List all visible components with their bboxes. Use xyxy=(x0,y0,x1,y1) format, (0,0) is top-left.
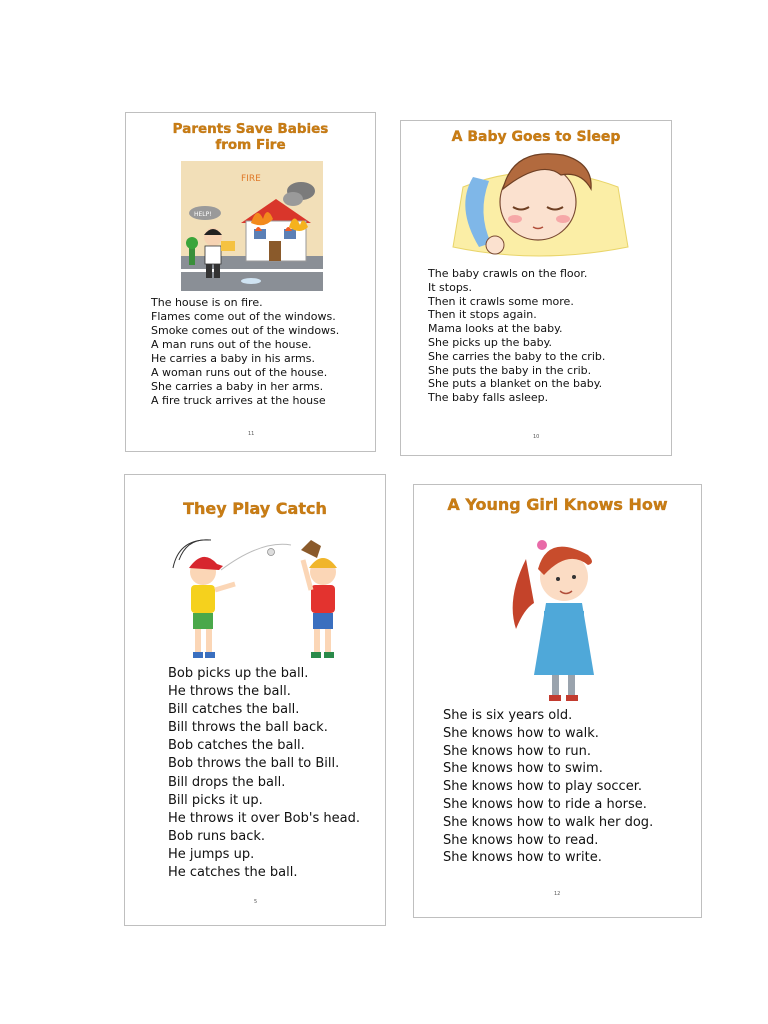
title-line: A Baby Goes to Sleep xyxy=(451,129,621,145)
story-line: Flames come out of the windows. xyxy=(151,310,336,323)
title-line: They Play Catch xyxy=(183,499,327,518)
story-line: Bob runs back. xyxy=(168,828,266,844)
story-line: She carries a baby in her arms. xyxy=(151,380,324,393)
story-title xyxy=(126,122,375,153)
boys-playing-catch-illustration xyxy=(161,530,361,665)
story-line: Bob catches the ball. xyxy=(168,738,305,754)
story-text xyxy=(168,665,360,882)
story-line: Then it crawls some more. xyxy=(428,294,574,308)
story-line: She is six years old. xyxy=(443,708,573,723)
story-title xyxy=(125,500,385,518)
story-line: She knows how to walk. xyxy=(443,725,599,741)
story-card-girl xyxy=(413,484,702,918)
story-line: It stops. xyxy=(428,280,473,294)
story-line: He carries a baby in his arms. xyxy=(151,352,315,365)
story-line: Bill picks it up. xyxy=(168,792,263,808)
story-line: A woman runs out of the house. xyxy=(151,366,328,379)
young-girl-illustration xyxy=(506,529,616,709)
story-line: A fire truck arrives at the house xyxy=(151,394,326,407)
story-line: The baby falls asleep. xyxy=(428,391,549,405)
story-line: A man runs out of the house. xyxy=(151,338,312,351)
story-title xyxy=(401,129,671,145)
title-line: A Young Girl Knows How xyxy=(447,495,668,514)
story-line: Bill throws the ball back. xyxy=(168,720,328,736)
story-line: Bob throws the ball to Bill. xyxy=(168,756,340,772)
story-title xyxy=(414,496,701,514)
story-line: He jumps up. xyxy=(168,846,255,862)
story-line: Bill drops the ball. xyxy=(168,774,286,790)
house-fire-illustration xyxy=(181,161,323,291)
story-line: She knows how to ride a horse. xyxy=(443,796,647,812)
story-line: She picks up the baby. xyxy=(428,335,553,349)
story-line: He throws the ball. xyxy=(168,684,291,700)
story-line: Smoke comes out of the windows. xyxy=(151,324,340,337)
story-line: The house is on fire. xyxy=(151,296,263,309)
story-line: She knows how to swim. xyxy=(443,761,603,777)
story-card-baby xyxy=(400,120,672,456)
story-line: He throws it over Bob's head. xyxy=(168,810,360,826)
page-number: 11 xyxy=(248,431,255,437)
sleeping-baby-illustration xyxy=(443,147,633,262)
story-card-fire xyxy=(125,112,376,452)
story-line: He catches the ball. xyxy=(168,865,298,881)
story-text xyxy=(443,707,653,867)
story-line: Then it stops again. xyxy=(428,308,537,322)
title-line: Parents Save Babies xyxy=(172,121,329,137)
story-line: She knows how to read. xyxy=(443,832,599,848)
story-card-catch xyxy=(124,474,386,926)
page-number: 12 xyxy=(554,891,561,897)
page-number: 5 xyxy=(254,899,258,905)
page-number: 10 xyxy=(533,434,540,440)
fire-sign-label: FIRE xyxy=(241,174,261,184)
story-line: She puts the baby in the crib. xyxy=(428,363,592,377)
title-line: from Fire xyxy=(215,136,286,153)
story-line: She carries the baby to the crib. xyxy=(428,349,606,363)
help-speech-label: HELP! xyxy=(194,211,212,218)
story-text xyxy=(428,267,605,405)
story-line: Mama looks at the baby. xyxy=(428,322,563,336)
story-line: She knows how to run. xyxy=(443,743,591,759)
story-line: She knows how to walk her dog. xyxy=(443,814,654,830)
story-line: The baby crawls on the floor. xyxy=(428,267,588,280)
story-line: Bill catches the ball. xyxy=(168,702,300,718)
story-line: She knows how to write. xyxy=(443,850,602,866)
story-line: She knows how to play soccer. xyxy=(443,779,642,795)
story-text xyxy=(151,296,339,408)
story-line: She puts a blanket on the baby. xyxy=(428,377,603,391)
story-line: Bob picks up the ball. xyxy=(168,666,309,681)
